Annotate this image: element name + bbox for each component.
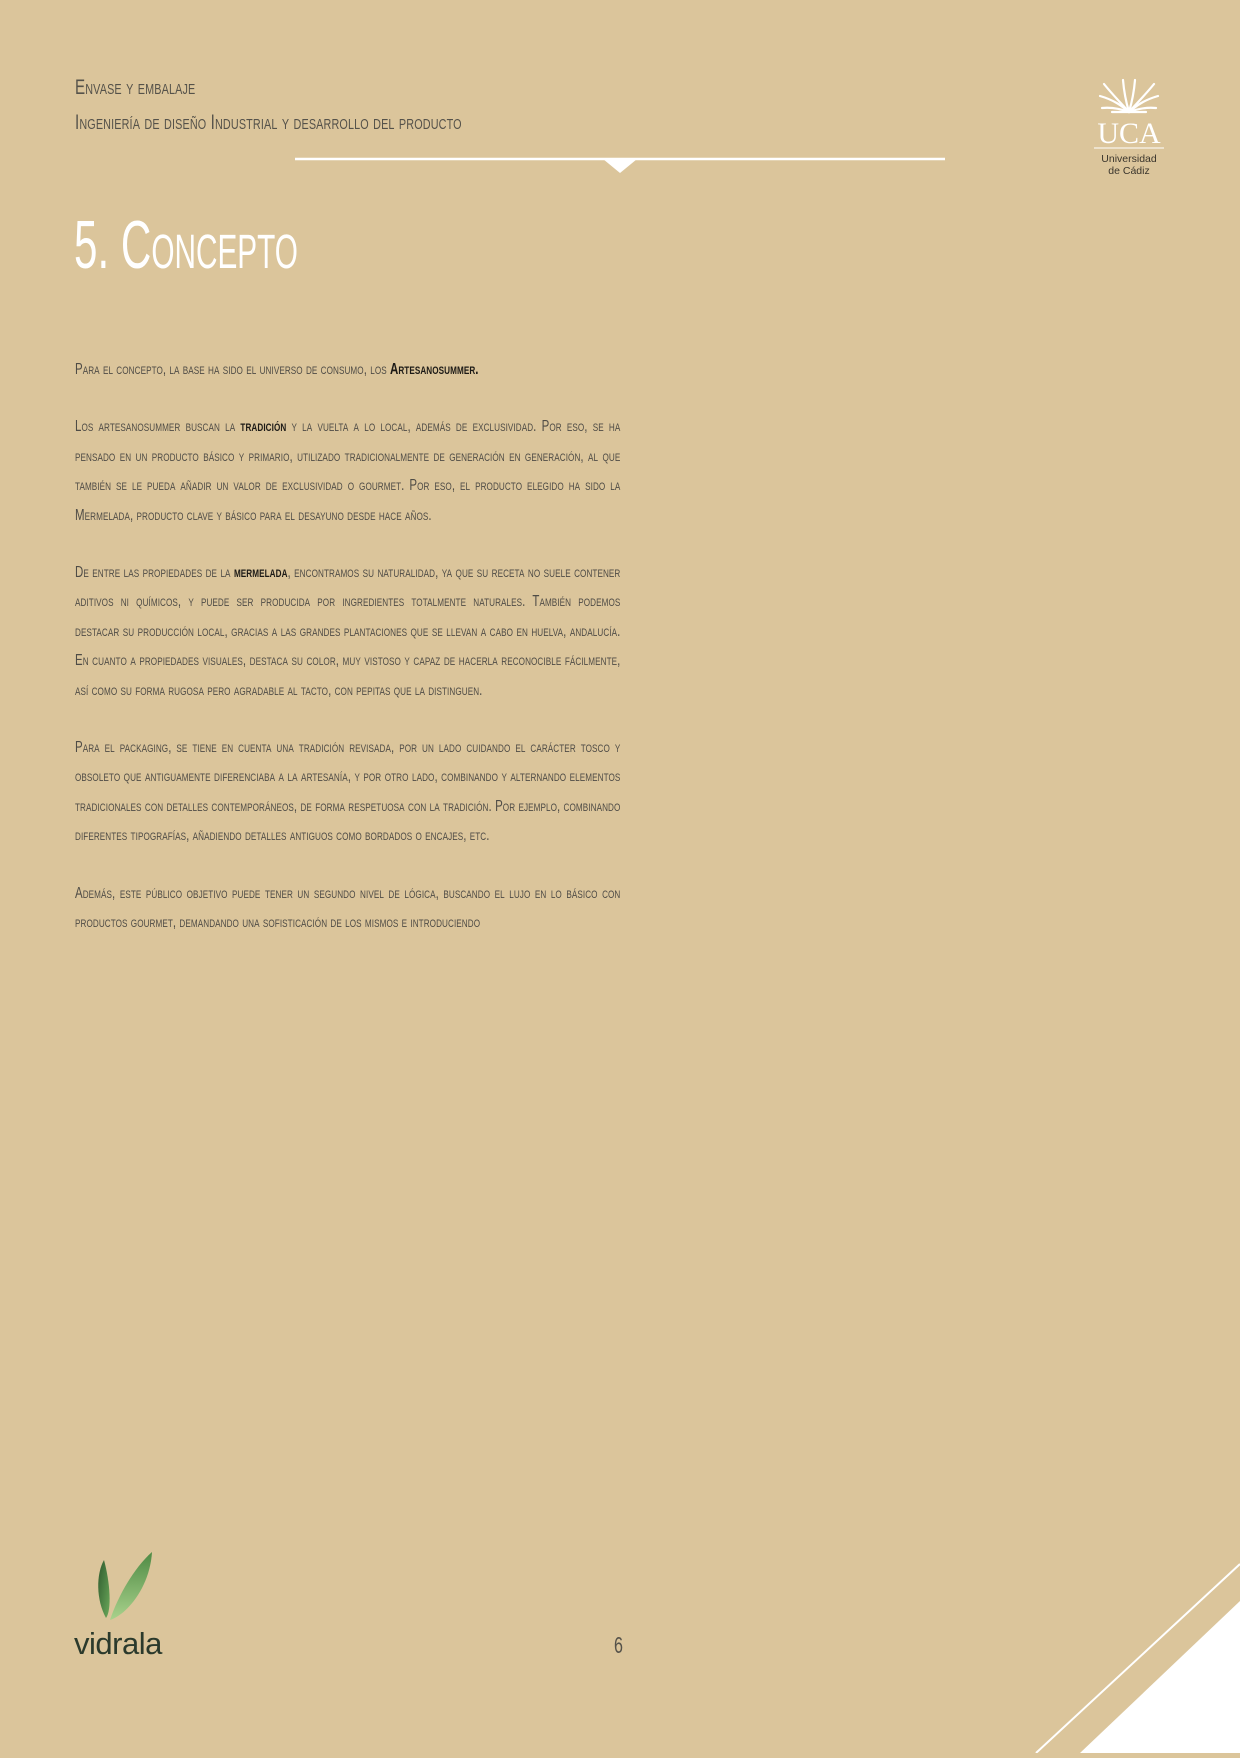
corner-decoration bbox=[1030, 1563, 1240, 1753]
uca-abbr: UCA bbox=[1097, 117, 1161, 150]
document-header bbox=[75, 70, 612, 140]
document-body bbox=[75, 355, 620, 966]
paragraph-3-text-b: , encontramos su naturalidad, ya que su receta no suele contener aditivos ni químicos, y puede ser producida por ingredientes totalmente naturales. También podemos destacar su producción local, gracias a las grandes plantaciones que se llevan a cabo en huelva, andalucía. En cuanto a propiedades visuales, destaca su color, muy vistoso y capaz de hacerla reconocible fácilmente, así como su forma rugosa pero agradable al tacto, con pepitas que la distinguen. bbox=[75, 564, 621, 699]
uca-line1: Universidad bbox=[1101, 153, 1157, 165]
paragraph-2-text-b: y la vuelta a lo local, además de exclusividad. Por eso, se ha pensado en un producto básico y primario, utilizado tradicionalmente de generación en generación, al que también se le pueda añadir un valor de exclusividad o gourmet. Por eso, el producto elegido ha sido la Mermelada, producto clave y básico para el desayuno desde hace años. bbox=[75, 418, 621, 524]
paragraph-3-text-a: De entre las propiedades de la bbox=[75, 564, 234, 582]
paragraph-5: Además, este público objetivo puede tener un segundo nivel de lógica, buscando el lujo en lo básico con productos gourmet, demandando una sofisticación de los mismos e introduciendo bbox=[75, 884, 621, 932]
page-number: 6 bbox=[614, 1632, 623, 1658]
uca-logo bbox=[1090, 72, 1168, 178]
paragraph-1 bbox=[75, 355, 620, 384]
paragraph-1-highlight: Artesanosummer. bbox=[389, 361, 479, 378]
paragraph-2-text-a: Los artesanosummer buscan la bbox=[75, 418, 241, 436]
paragraph-4: Para el packaging, se tiene en cuenta una tradición revisada, por un lado cuidando el carácter tosco y obsoleto que antiguamente diferenciaba a la artesanía, y por otro lado, combinando y alternando elementos tradicionales con detalles contemporáneos, de forma respetuosa con la tradición. Por ejemplo, combinando diferentes tipografías, añadiendo detalles antiguos como bordados o encajes, etc. bbox=[75, 739, 621, 845]
paragraph-1-text: Para el concepto, la base ha sido el universo de consumo, los bbox=[75, 361, 390, 378]
vidrala-wordmark: vidrala bbox=[74, 1626, 162, 1661]
uca-line2: de Cádiz bbox=[1108, 165, 1150, 177]
header-divider bbox=[295, 156, 945, 176]
paragraph-3 bbox=[75, 558, 620, 705]
paragraph-2-highlight: tradición bbox=[240, 418, 287, 436]
paragraph-3-highlight: mermelada bbox=[233, 564, 288, 582]
course-title: Envase y embalaje bbox=[75, 76, 196, 99]
section-title: 5. Concepto bbox=[74, 207, 298, 283]
paragraph-2 bbox=[75, 412, 620, 530]
degree-title: Ingeniería de diseño Industrial y desarrollo del producto bbox=[75, 111, 462, 134]
